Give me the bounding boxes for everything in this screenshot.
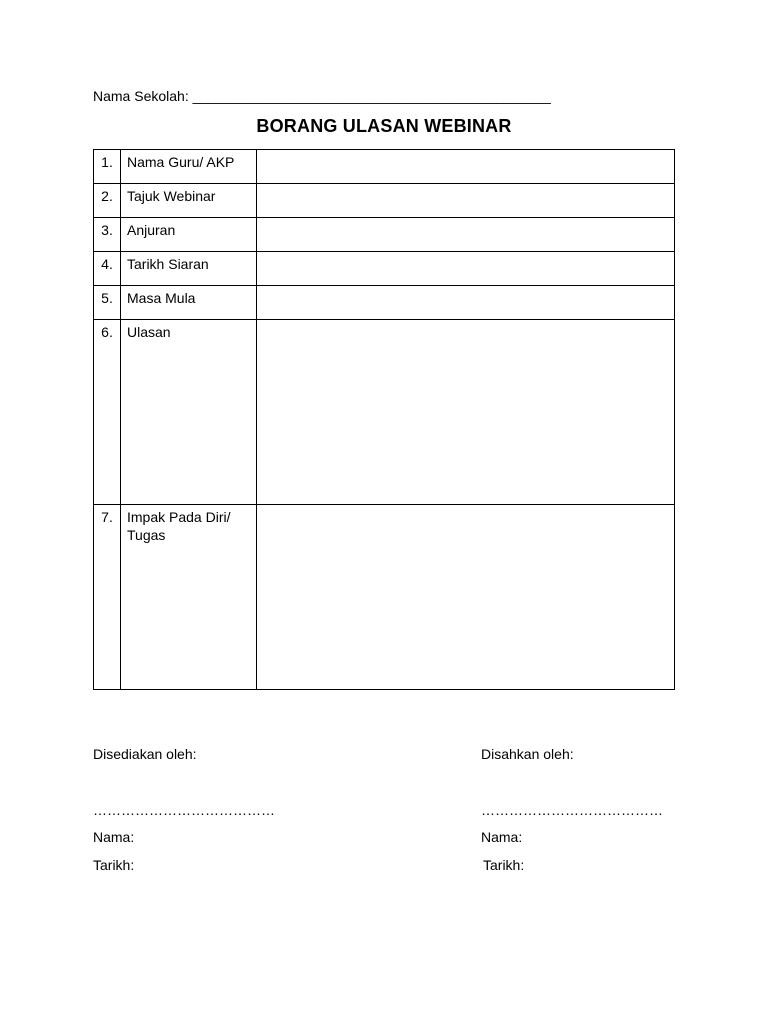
row-label: Masa Mula	[121, 286, 257, 320]
row-number: 3.	[94, 218, 121, 252]
row-label: Tajuk Webinar	[121, 184, 257, 218]
approved-by-name-label: Nama:	[481, 829, 523, 845]
prepared-by-date-label: Tarikh:	[93, 857, 135, 873]
form-row-start-time	[94, 286, 675, 320]
row-number: 7.	[94, 505, 121, 690]
row-label: Ulasan	[121, 320, 257, 505]
start-time-field[interactable]	[257, 286, 675, 320]
form-title: BORANG ULASAN WEBINAR	[256, 116, 512, 136]
prepared-by-signature-line[interactable]: …………………………………	[93, 802, 275, 818]
row-label: Tarikh Siaran	[121, 252, 257, 286]
prepared-by-name-label: Nama:	[93, 829, 135, 845]
form-row-review	[94, 320, 675, 505]
row-number: 2.	[94, 184, 121, 218]
form-row-impact	[94, 505, 675, 690]
row-number: 5.	[94, 286, 121, 320]
row-number: 1.	[94, 150, 121, 184]
review-form-table	[93, 149, 675, 690]
form-row-webinar-title	[94, 184, 675, 218]
row-label: Impak Pada Diri/ Tugas	[121, 505, 257, 690]
impact-field[interactable]	[257, 505, 675, 690]
school-name-line	[93, 88, 551, 104]
webinar-title-field[interactable]	[257, 184, 675, 218]
form-row-organizer	[94, 218, 675, 252]
approved-by-heading: Disahkan oleh:	[481, 746, 574, 762]
school-name-blank[interactable]: ______________________________________________	[192, 88, 551, 104]
approved-by-date-label: Tarikh:	[483, 857, 525, 873]
prepared-by-heading: Disediakan oleh:	[93, 746, 197, 762]
review-field[interactable]	[257, 320, 675, 505]
row-label: Nama Guru/ AKP	[121, 150, 257, 184]
row-number: 4.	[94, 252, 121, 286]
broadcast-date-field[interactable]	[257, 252, 675, 286]
form-row-broadcast-date	[94, 252, 675, 286]
row-label: Anjuran	[121, 218, 257, 252]
organizer-field[interactable]	[257, 218, 675, 252]
approved-by-signature-line[interactable]: …………………………………	[481, 802, 663, 818]
school-name-label: Nama Sekolah:	[93, 88, 189, 104]
form-row-teacher-name	[94, 150, 675, 184]
teacher-name-field[interactable]	[257, 150, 675, 184]
row-number: 6.	[94, 320, 121, 505]
